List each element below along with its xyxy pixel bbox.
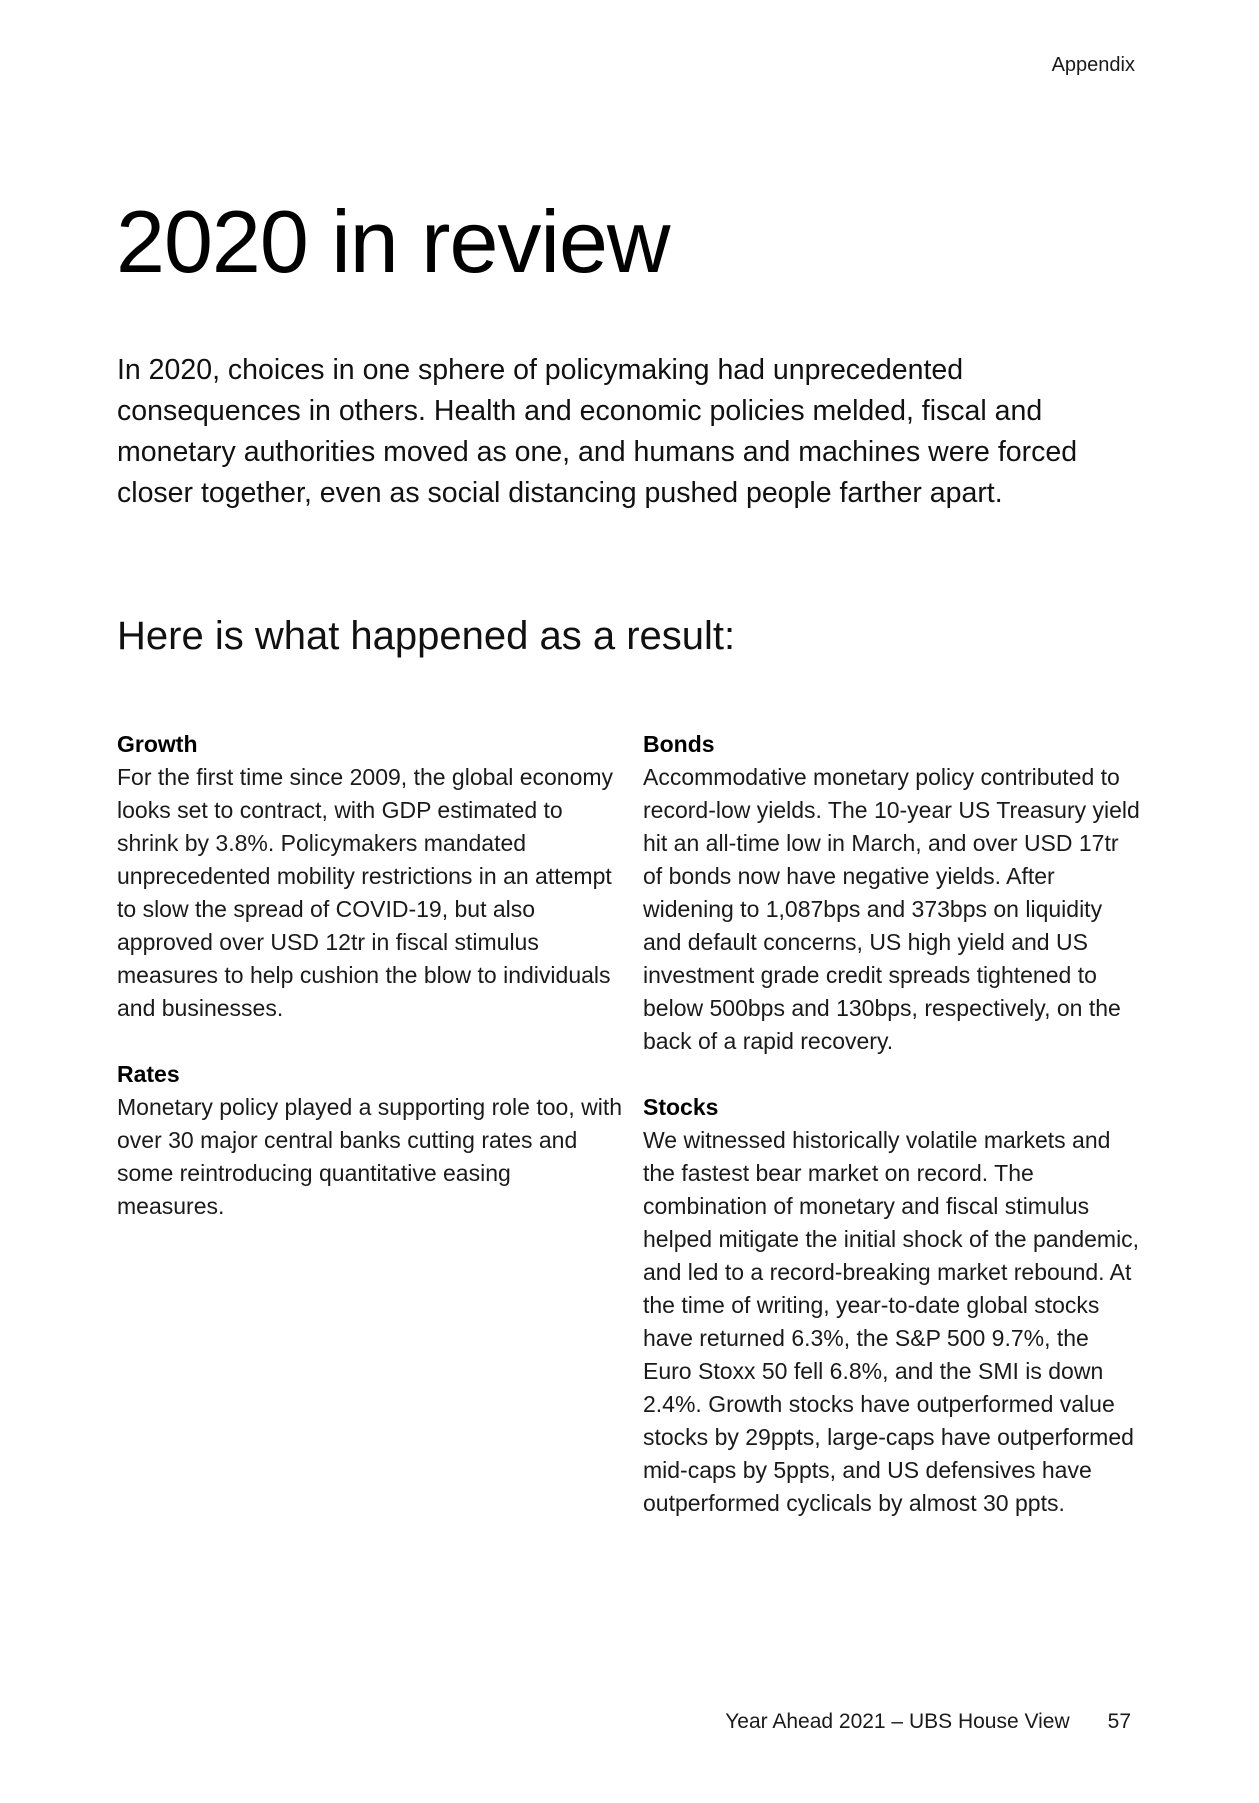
bonds-block — [643, 728, 1143, 1058]
section-label: Appendix — [1051, 54, 1135, 76]
intro-paragraph: In 2020, choices in one sphere of policymaking had unprecedented consequences in others. Health and economic policies melded, fiscal and monetary authorities moved as one, and humans and machines were forced closer together, even as social distancing pushed people farther apart. — [117, 354, 1078, 509]
page-title: 2020 in review — [116, 192, 670, 291]
left-column — [117, 728, 622, 1256]
publication-title: Year Ahead 2021 – UBS House View — [725, 1710, 1070, 1733]
rates-text: Monetary policy played a supporting role too, with over 30 major central banks cutting rates and some reintroducing quantitative easing measures. — [117, 1094, 623, 1219]
stocks-heading: Stocks — [643, 1094, 719, 1120]
bonds-text: Accommodative monetary policy contributed to record-low yields. The 10-year US Treasury yield hit an all-time low in March, and over USD 17tr of bonds now have negative yields. After widening to 1,087bps and 373bps on liquidity and default concerns, US high yield and US investment grade credit spreads tightened to below 500bps and 130bps, respectively, on the back of a rapid recovery. — [643, 764, 1140, 1054]
rates-heading: Rates — [117, 1061, 180, 1087]
growth-text: For the first time since 2009, the global economy looks set to contract, with GDP estimated to shrink by 3.8%. Policymakers mandated unprecedented mobility restrictions in an attempt to slow the spread of COVID-19, but also approved over USD 12tr in fiscal stimulus measures to help cushion the blow to individuals and businesses. — [117, 764, 614, 1021]
bonds-heading: Bonds — [643, 731, 715, 757]
page-footer — [725, 1710, 1131, 1734]
section-subheading: Here is what happened as a result: — [117, 614, 736, 658]
page-number: 57 — [1107, 1710, 1131, 1733]
stocks-block — [643, 1091, 1143, 1520]
rates-block — [117, 1058, 622, 1223]
growth-block — [117, 728, 622, 1025]
growth-heading: Growth — [117, 731, 198, 757]
stocks-text: We witnessed historically volatile markets and the fastest bear market on record. The combination of monetary and fiscal stimulus helped mitigate the initial shock of the pandemic, and led to a record-breaking market rebound. At the time of writing, year-to-date global stocks have returned 6.3%, the S&P 500 9.7%, the Euro Stoxx 50 fell 6.8%, and the SMI is down 2.4%. Growth stocks have outperformed value stocks by 29ppts, large-caps have outperformed mid-caps by 5ppts, and US defensives have outperformed cyclicals by almost 30 ppts. — [643, 1127, 1140, 1516]
right-column — [643, 728, 1143, 1553]
